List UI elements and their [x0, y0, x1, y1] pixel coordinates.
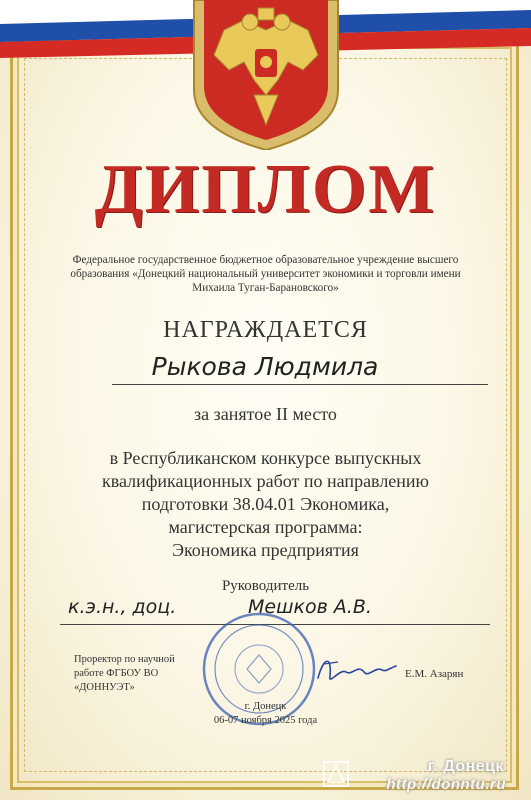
place-and-date	[0, 700, 531, 728]
recipient-underline	[112, 384, 488, 385]
signer-name: Е.М. Азарян	[405, 668, 464, 680]
city: г. Донецк	[244, 701, 287, 712]
supervisor-title: к.э.н., доц.	[68, 596, 177, 618]
donntu-logo-icon	[322, 760, 350, 788]
watermark	[322, 758, 522, 794]
recipient-name: Рыкова Людмила	[151, 352, 379, 381]
watermark-url: http://donntu.ru	[386, 776, 506, 793]
watermark-city: г. Донецк	[427, 758, 504, 775]
diploma-title: ДИПЛОМ	[94, 151, 437, 228]
supervisor-name: Мешков А.В.	[248, 596, 372, 618]
date: 06-07 ноября 2025 года	[213, 715, 318, 726]
coat-of-arms-icon	[184, 0, 348, 150]
contest-description	[60, 447, 471, 562]
award-place: за занятое II место	[194, 404, 337, 424]
contest-line: магистерская программа:	[168, 517, 363, 537]
awarded-label: НАГРАЖДАЕТСЯ	[163, 317, 368, 343]
contest-line: в Республиканском конкурсе выпускных	[109, 448, 422, 468]
institution-name: Федеральное государственное бюджетное образовательное учреждение высшего образования «Донецкий национальный университет экономики и торговли имени Михаила Туган-Барановского»	[70, 254, 461, 294]
contest-line: Экономика предприятия	[172, 540, 359, 560]
contest-line: квалификационных работ по направлению	[101, 471, 429, 491]
supervisor-label: Руководитель	[221, 578, 310, 594]
signer-title: Проректор по научной работе ФГБОУ ВО «ДОННУЭТ»	[74, 654, 175, 693]
contest-line: подготовки 38.04.01 Экономика,	[141, 494, 390, 514]
signature	[310, 650, 400, 690]
